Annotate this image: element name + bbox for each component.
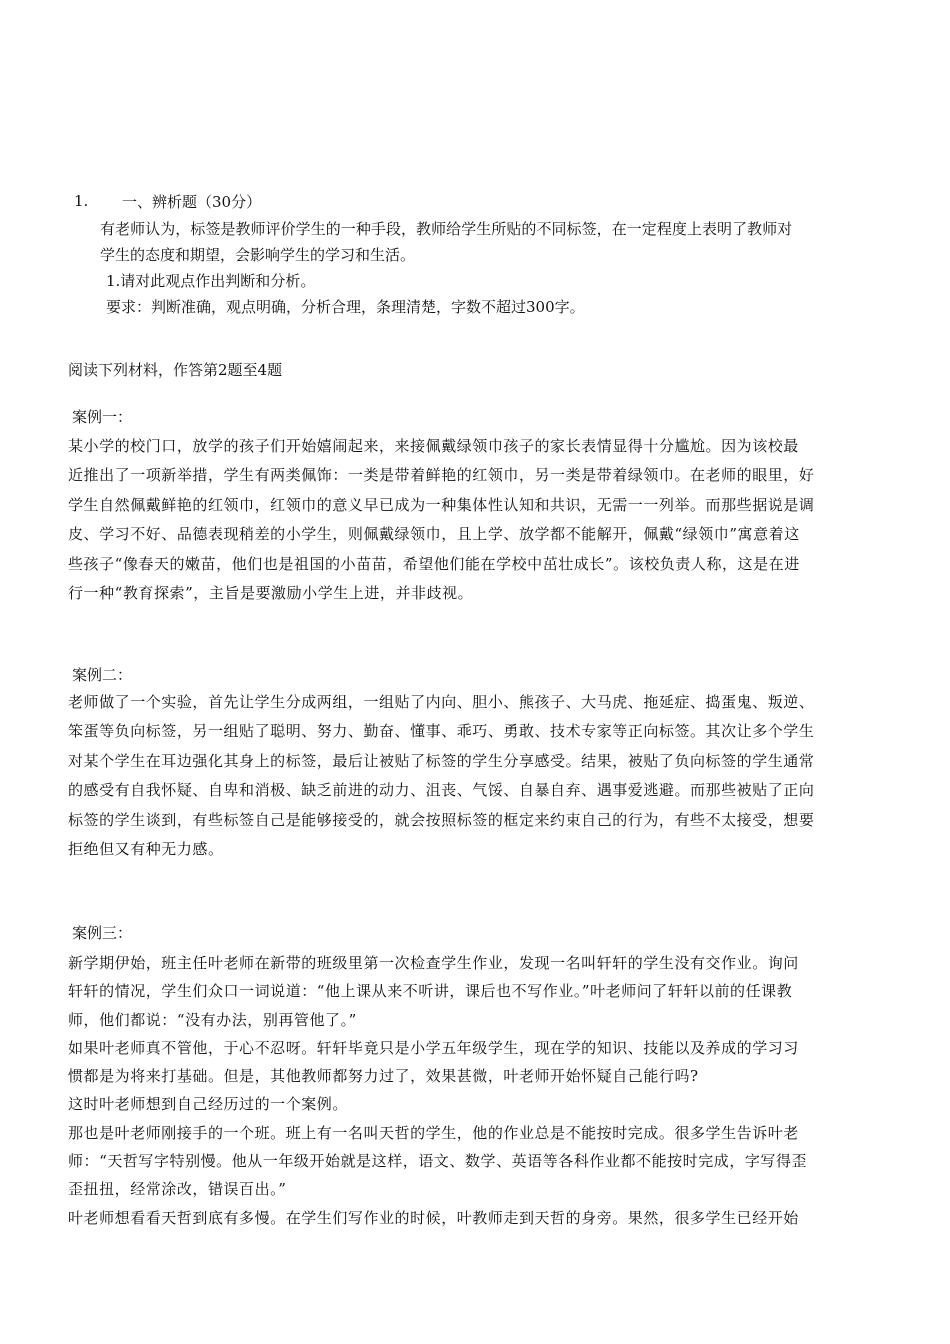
reading-intro: 阅读下列材料，作答第2题至4题 — [68, 361, 283, 379]
case3-line: 轩轩的情况，学生们众口一词说道：“他上课从来不听讲，课后也不写作业。”叶老师问了轩轩以前的任课教 — [68, 982, 793, 1001]
case3-line: 惯都是为将来打基础。但是，其他教师都努力过了，效果甚微，叶老师开始怀疑自己能行吗? — [68, 1067, 699, 1086]
case3-line: 歪扭扭，经常涂改，错误百出。” — [68, 1180, 287, 1199]
case1-line: 些孩子“像春天的嫩苗，他们也是祖国的小苗苗，希望他们能在学校中茁壮成长”。该校负责人称，这是在进 — [68, 554, 800, 573]
case2-line: 拒绝但又有种无力感。 — [68, 840, 224, 859]
case2-line: 对某个学生在耳边强化其身上的标签，最后让被贴了标签的学生分享感受。结果，被贴了负向标签的学生通常 — [68, 751, 815, 770]
case1-line: 行一种“教育探索”，主旨是要激励小学生上进，并非歧视。 — [68, 584, 474, 603]
case3-line: 那也是叶老师刚接手的一个班。班上有一名叫天哲的学生，他的作业总是不能按时完成。很多学生告诉叶老 — [68, 1123, 799, 1142]
question-requirement: 要求：判断准确，观点明确，分析合理，条理清楚，字数不超过300字。 — [106, 298, 585, 316]
case2-body — [68, 688, 880, 864]
question-task: 1.请对此观点作出判断和分析。 — [106, 272, 316, 290]
case3-line: 这时叶老师想到自己经历过的一个案例。 — [68, 1095, 348, 1114]
case3-line: 师：“天哲写字特别慢。他从一年级开始就是这样，语文、数学、英语等各科作业都不能按时完成，字写得歪 — [68, 1152, 808, 1171]
case1-body — [68, 432, 880, 608]
case3-line: 叶老师想看看天哲到底有多慢。在学生们写作业的时候，叶教师走到天哲的身旁。果然，很多学生已经开始 — [68, 1208, 799, 1227]
case1-line: 近推出了一项新举措，学生有两类佩饰：一类是带着鲜艳的红领巾，另一类是带着绿领巾。在老师的眼里，好 — [68, 466, 815, 485]
case2-line: 的感受有自我怀疑、自卑和消极、缺乏前进的动力、沮丧、气馁、自暴自弃、遇事爱逃避。而那些被贴了正向 — [68, 781, 815, 800]
case1-line: 学生自然佩戴鲜艳的红领巾，红领巾的意义早已成为一种集体性认知和共识，无需一一列举。而那些据说是调 — [68, 495, 815, 514]
question-heading: 一、辨析题（30分） — [122, 193, 262, 211]
case3-line: 师，他们都说：“没有办法，别再管他了。” — [68, 1010, 357, 1029]
case3-body — [68, 949, 880, 1232]
case1-line: 皮、学习不好、品德表现稍差的小学生，则佩戴绿领巾，且上学、放学都不能解开，佩戴“绿领巾”寓意着这 — [68, 525, 800, 544]
question-number: 1. — [74, 192, 89, 210]
case2-line: 标签的学生谈到，有些标签自己是能够接受的，就会按照标签的框定来约束自己的行为，有些不太接受，想要 — [68, 810, 815, 829]
case3-line: 如果叶老师真不管他，于心不忍呀。轩轩毕竟只是小学五年级学生，现在学的知识、技能以及养成的学习习 — [68, 1038, 799, 1057]
case3-title: 案例三： — [72, 924, 133, 942]
case2-title: 案例二： — [72, 666, 133, 684]
question-stem-line-2: 学生的态度和期望，会影响学生的学习和生活。 — [100, 246, 416, 264]
case1-title: 案例一： — [72, 408, 133, 426]
case1-line: 某小学的校门口，放学的孩子们开始嬉闹起来，来接佩戴绿领巾孩子的家长表情显得十分尴尬。因为该校最 — [68, 437, 799, 455]
question-stem-line-1: 有老师认为，标签是教师评价学生的一种手段，教师给学生所贴的不同标签，在一定程度上表明了教师对 — [100, 220, 793, 238]
case3-line: 新学期伊始，班主任叶老师在新带的班级里第一次检查学生作业，发现一名叫轩轩的学生没有交作业。询问 — [68, 954, 799, 972]
case2-line: 笨蛋等负向标签，另一组贴了聪明、努力、勤奋、懂事、乖巧、勇敢、技术专家等正向标签。其次让多个学生 — [68, 722, 815, 741]
case2-line: 老师做了一个实验，首先让学生分成两组，一组贴了内向、胆小、熊孩子、大马虎、拖延症、捣蛋鬼、叛逆、 — [68, 693, 815, 711]
